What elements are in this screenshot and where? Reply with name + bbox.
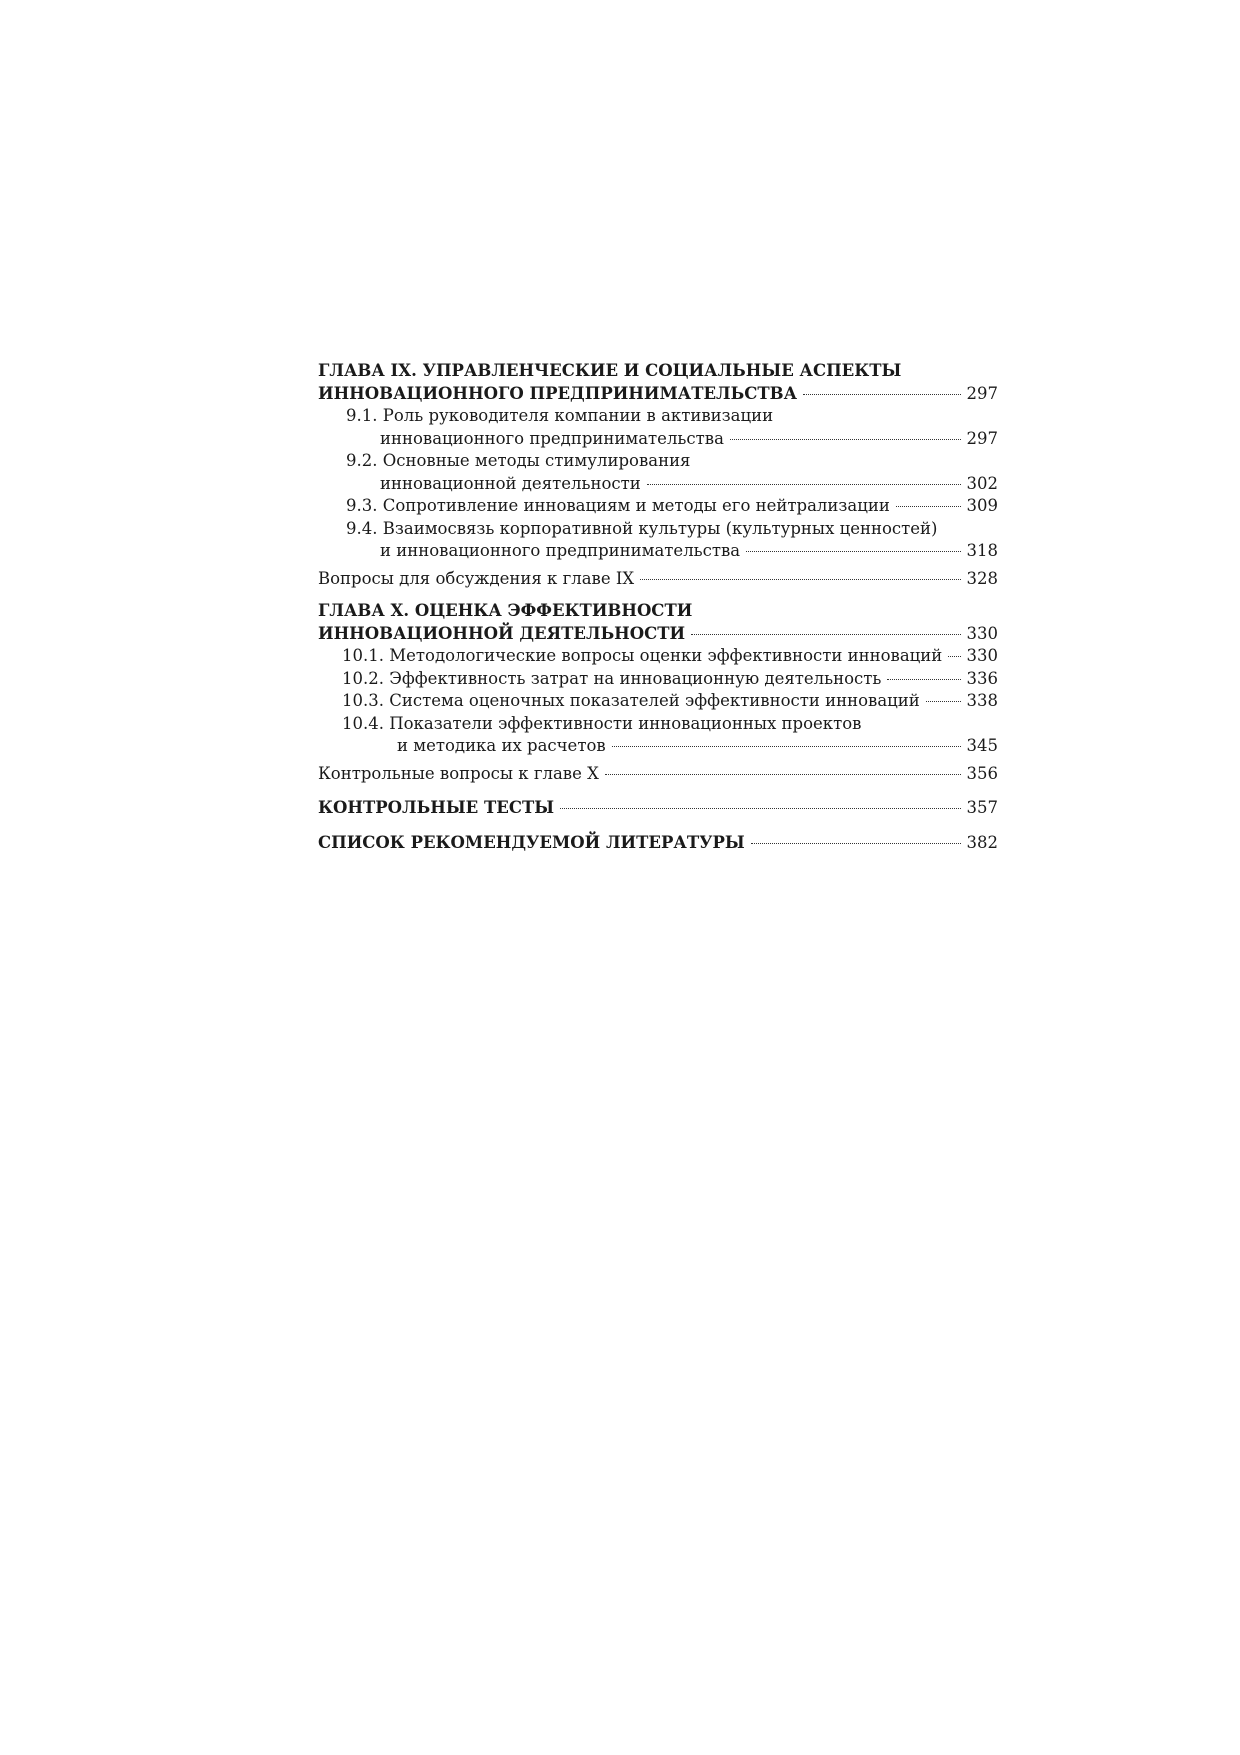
page-number: 297	[966, 428, 998, 448]
section-9-3-line1[interactable]	[318, 495, 998, 518]
dot-leader	[730, 439, 961, 440]
page-number: 382	[966, 832, 998, 852]
section-10-4-text1: 10.4. Показатели эффективности инновационных проектов	[342, 713, 862, 733]
dot-leader	[560, 808, 960, 809]
page-number: 297	[966, 383, 998, 403]
section-10-3-line1[interactable]	[318, 690, 998, 713]
chapter-10-questions[interactable]	[318, 763, 998, 786]
section-9-1-text2: инновационного предпринимательства	[380, 428, 724, 448]
page-number: 328	[966, 568, 998, 588]
page-number: 356	[966, 763, 998, 783]
chapter-9-questions-text: Вопросы для обсуждения к главе IX	[318, 568, 635, 588]
chapter-9-title-text2: ИННОВАЦИОННОГО ПРЕДПРИНИМАТЕЛЬСТВА	[318, 383, 798, 403]
literature-title: СПИСОК РЕКОМЕНДУЕМОЙ ЛИТЕРАТУРЫ	[318, 832, 745, 852]
dot-leader	[887, 679, 960, 680]
section-10-4-line1	[318, 713, 998, 736]
chapter-10-title-line1	[318, 600, 998, 623]
chapter-9-title-line1	[318, 360, 998, 383]
section-9-2-text2: инновационной деятельности	[380, 473, 641, 493]
literature-entry[interactable]	[318, 832, 998, 855]
page-number: 357	[966, 798, 998, 817]
section-10-4-text2: и методика их расчетов	[397, 736, 606, 755]
section-9-1-line1	[318, 405, 998, 428]
section-9-3-text1: 9.3. Сопротивление инновациям и методы его нейтрализации	[346, 496, 890, 515]
section-9-1-line2[interactable]	[318, 428, 998, 451]
dot-leader	[896, 506, 961, 507]
chapter-9-title-line2[interactable]	[318, 383, 998, 406]
dot-leader	[605, 774, 961, 775]
tests-title: КОНТРОЛЬНЫЕ ТЕСТЫ	[318, 798, 555, 817]
page-number: 309	[966, 496, 998, 515]
dot-leader	[746, 551, 960, 552]
page-number: 318	[966, 541, 998, 560]
dot-leader	[803, 394, 960, 395]
dot-leader	[926, 701, 961, 702]
section-10-1-text1: 10.1. Методологические вопросы оценки эффективности инноваций	[342, 646, 943, 665]
dot-leader	[751, 843, 961, 844]
section-9-2-line2[interactable]	[318, 473, 998, 496]
section-9-1-text1: 9.1. Роль руководителя компании в активизации	[346, 406, 774, 425]
chapter-9-questions[interactable]	[318, 568, 998, 591]
section-10-1-line1[interactable]	[318, 645, 998, 668]
section-9-4-text2: и инновационного предпринимательства	[380, 541, 741, 560]
page-number: 338	[966, 691, 998, 710]
page-number: 330	[966, 646, 998, 665]
section-10-4-line2[interactable]	[318, 735, 998, 758]
chapter-10-title-text1: ГЛАВА X. ОЦЕНКА ЭФФЕКТИВНОСТИ	[318, 601, 693, 620]
dot-leader	[691, 634, 960, 635]
dot-leader	[612, 746, 961, 747]
table-of-contents	[318, 360, 998, 854]
section-10-3-text1: 10.3. Система оценочных показателей эффективности инноваций	[342, 691, 920, 710]
page-number: 302	[966, 473, 998, 493]
page-number: 345	[966, 736, 998, 755]
dot-leader	[647, 484, 961, 485]
dot-leader	[640, 579, 960, 580]
page-number: 336	[966, 668, 998, 688]
page-number: 330	[966, 623, 998, 643]
section-10-2-line1[interactable]	[318, 668, 998, 691]
tests-entry[interactable]	[318, 797, 998, 820]
chapter-10-title-text2: ИННОВАЦИОННОЙ ДЕЯТЕЛЬНОСТИ	[318, 623, 686, 643]
section-9-4-line1	[318, 518, 998, 541]
chapter-10-title-line2[interactable]	[318, 623, 998, 646]
section-9-2-text1: 9.2. Основные методы стимулирования	[346, 451, 691, 470]
section-10-2-text1: 10.2. Эффективность затрат на инновационную деятельность	[342, 668, 882, 688]
chapter-10-questions-text: Контрольные вопросы к главе X	[318, 763, 599, 783]
dot-leader	[948, 656, 960, 657]
section-9-4-text1: 9.4. Взаимосвязь корпоративной культуры (культурных ценностей)	[346, 518, 938, 538]
section-9-2-line1	[318, 450, 998, 473]
section-9-4-line2[interactable]	[318, 540, 998, 563]
chapter-9-title-text1: ГЛАВА IX. УПРАВЛЕНЧЕСКИЕ И СОЦИАЛЬНЫЕ АСПЕКТЫ	[318, 361, 902, 380]
